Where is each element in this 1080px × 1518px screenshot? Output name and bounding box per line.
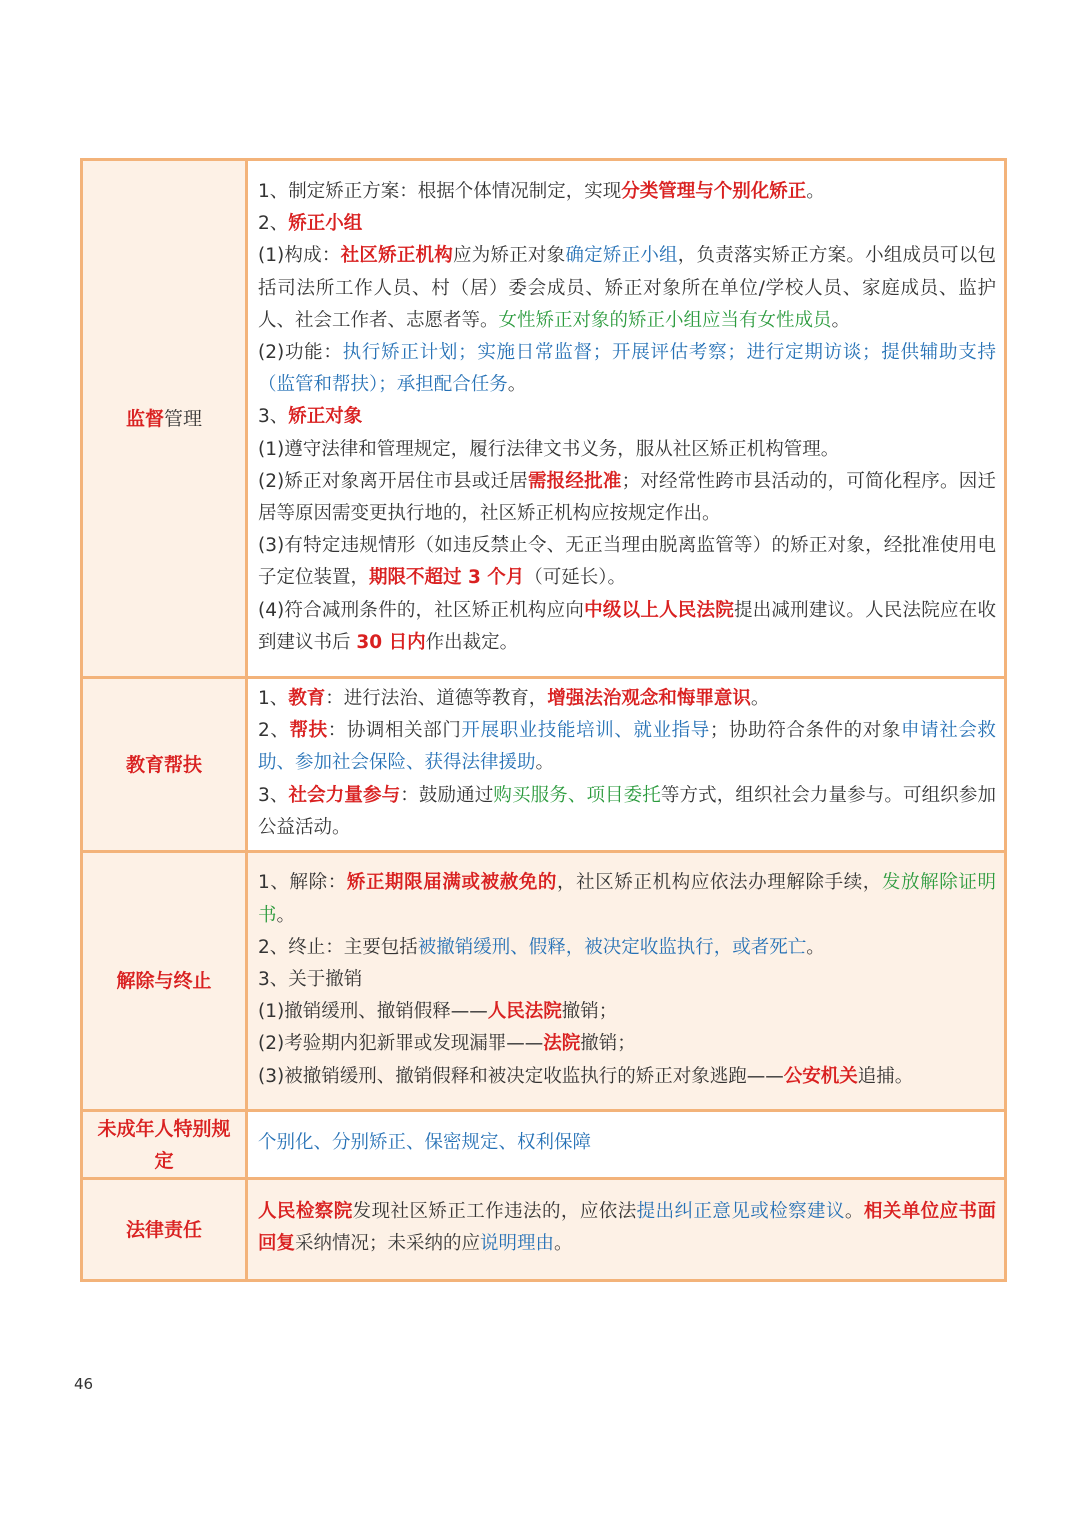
text-segment: (1)构成：: [258, 245, 341, 267]
text-segment: (2)矫正对象离开居住市县或迁居: [258, 470, 528, 492]
text-segment: ：协调相关部门: [327, 720, 462, 742]
text-segment: 。: [806, 936, 825, 958]
content-paragraph: [258, 401, 996, 433]
row-label-text: 解除与终止: [116, 970, 212, 993]
content-paragraph: [258, 176, 996, 208]
text-segment: 1、制定矫正方案：根据个体情况制定，实现: [258, 180, 622, 202]
text-segment: ，负责落实矫正方案。小组成员可以包括司法所工作人员、村（居）委会成员、矫正对象所在单位/学校人员、家庭成员、监护人、社会工作者、志愿者等。: [258, 245, 996, 331]
text-segment: (2)功能：: [258, 341, 343, 363]
row-label-text: 未成年人特别规定: [97, 1117, 231, 1172]
text-segment: 2、终止：主要包括: [258, 936, 418, 958]
text-segment: ：进行法治、道德等教育，: [325, 688, 548, 709]
content-paragraph: [258, 434, 996, 466]
text-segment: 教育: [288, 688, 326, 709]
text-segment: 。: [831, 309, 851, 331]
text-segment: 中级以上人民法院: [584, 599, 734, 621]
text-segment: 确定矫正小组: [565, 245, 678, 267]
text-segment: 社会力量参与: [288, 784, 401, 806]
table-row: [82, 1179, 1006, 1281]
content-paragraph: [258, 240, 996, 337]
text-segment: ；协助符合条件的对象: [709, 720, 901, 742]
text-segment: 期限不超过 3 个月: [369, 567, 525, 589]
content-paragraph: [258, 1196, 996, 1260]
row-content: [247, 678, 1006, 852]
content-paragraph: [258, 683, 996, 715]
text-segment: 矫正小组: [288, 213, 363, 235]
text-segment: ，社区矫正机构应依法办理解除手续，: [557, 872, 882, 894]
content-paragraph: [258, 530, 996, 594]
text-segment: 作出裁定。: [425, 631, 519, 653]
row-content: [247, 160, 1006, 678]
text-segment: 法院: [543, 1033, 581, 1055]
content-paragraph: [258, 1127, 996, 1159]
content-paragraph: [258, 964, 996, 996]
content-paragraph: [258, 208, 996, 240]
content-paragraph: [258, 867, 996, 931]
table-row: [82, 852, 1006, 1111]
text-segment: 1、: [258, 688, 289, 709]
text-segment: 提出纠正意见或检察建议: [636, 1201, 845, 1223]
row-label: [82, 1111, 247, 1179]
row-label: [82, 678, 247, 852]
content-paragraph: [258, 780, 996, 844]
text-segment: (2)考验期内犯新罪或发现漏罪——: [258, 1033, 544, 1055]
text-segment: (1)撤销缓刑、撤销假释——: [258, 1001, 488, 1023]
content-paragraph: [258, 1061, 996, 1093]
text-segment: 提出减刑建议。人民法院应在收到建议书后: [258, 599, 996, 653]
row-label: [82, 1179, 247, 1281]
text-segment: （可延长）。: [524, 567, 627, 589]
text-segment: ；对经常性跨市县活动的，可简化程序。因迁居等原因需变更执行地的，社区矫正机构应按规定作出。: [258, 470, 996, 524]
text-segment: 3、关于撤销: [258, 968, 363, 990]
content-paragraph: [258, 996, 996, 1028]
text-segment: ：鼓励通过: [400, 784, 494, 806]
text-segment: 发现社区矫正工作违法的，应依法: [352, 1201, 637, 1223]
text-segment: 采纳情况；未采纳的应: [295, 1233, 481, 1255]
text-segment: 应为矫正对象: [453, 245, 566, 267]
text-segment: 30 日内: [356, 631, 426, 653]
row-label-text: 监督: [125, 407, 164, 430]
text-segment: 发放解除证明书: [258, 872, 996, 926]
text-segment: 等方式，组织社会力量参与。可组织参加公益活动。: [258, 784, 996, 838]
table-row: [82, 160, 1006, 678]
table-row: [82, 678, 1006, 852]
text-segment: 人民检察院: [258, 1201, 353, 1223]
row-content: [247, 852, 1006, 1111]
text-segment: 。: [276, 904, 296, 926]
text-segment: 执行矫正计划；实施日常监督；开展评估考察；进行定期访谈；提供辅助支持（监管和帮扶）；承担配合任务: [258, 341, 996, 396]
text-segment: (3)被撤销缓刑、撤销假释和被决定收监执行的矫正对象逃跑——: [258, 1065, 784, 1087]
text-segment: 相关单位应书面回复: [258, 1201, 996, 1255]
text-segment: 。: [507, 374, 527, 396]
row-label-text: 管理: [164, 407, 203, 430]
text-segment: 个别化、分别矫正、保密规定、权利保障: [258, 1132, 592, 1154]
text-segment: 撤销；: [561, 1001, 618, 1023]
text-segment: 帮扶: [289, 720, 328, 742]
text-segment: 。: [554, 1233, 573, 1255]
text-segment: 3、: [258, 784, 289, 806]
text-segment: 开展职业技能培训、就业指导: [461, 720, 710, 742]
text-segment: 女性矫正对象的矫正小组应当有女性成员: [498, 309, 832, 331]
row-label-text: 法律责任: [125, 1218, 202, 1241]
text-segment: 人民法院: [487, 1001, 562, 1023]
content-table: [80, 158, 1007, 1282]
text-segment: (4)符合减刑条件的，社区矫正机构应向: [258, 599, 585, 621]
text-segment: 矫正对象: [288, 406, 363, 428]
table-row: [82, 1111, 1006, 1179]
text-segment: 追捕。: [857, 1065, 914, 1087]
content-paragraph: [258, 337, 996, 401]
text-segment: 增强法治观念和悔罪意识: [547, 688, 751, 709]
text-segment: 分类管理与个别化矫正: [621, 180, 807, 202]
text-segment: 矫正期限届满或被赦免的: [346, 872, 558, 894]
text-segment: 2、: [258, 720, 290, 742]
content-paragraph: [258, 466, 996, 530]
text-segment: 需报经批准: [527, 470, 622, 492]
text-segment: 。: [806, 180, 825, 202]
row-label: [82, 160, 247, 678]
text-segment: 1、解除：: [258, 872, 347, 894]
text-segment: 。: [844, 1201, 864, 1223]
content-paragraph: [258, 715, 996, 779]
text-segment: (1)遵守法律和管理规定，履行法律文书义务，服从社区矫正机构管理。: [258, 438, 840, 460]
text-segment: 社区矫正机构: [340, 245, 454, 267]
text-segment: 。: [750, 688, 770, 709]
text-segment: 购买服务、项目委托: [493, 784, 661, 806]
row-content: [247, 1111, 1006, 1179]
row-label: [82, 852, 247, 1111]
content-paragraph: [258, 1028, 996, 1060]
row-label-text: 教育帮扶: [125, 753, 202, 776]
text-segment: 撤销；: [580, 1033, 636, 1055]
row-content: [247, 1179, 1006, 1281]
text-segment: 被撤销缓刑、假释，被决定收监执行，或者死亡: [417, 936, 807, 958]
text-segment: 申请社会救助、参加社会保险、获得法律援助: [258, 720, 996, 774]
text-segment: 2、: [258, 213, 289, 235]
content-paragraph: [258, 595, 996, 659]
text-segment: 3、: [258, 406, 289, 428]
text-segment: 公安机关: [783, 1065, 858, 1087]
text-segment: 说明理由: [480, 1233, 555, 1255]
page-number: 46: [74, 1375, 94, 1393]
text-segment: 。: [535, 752, 555, 774]
content-paragraph: [258, 932, 996, 964]
text-segment: (3)有特定违规情形（如违反禁止令、无正当理由脱离监管等）的矫正对象，经批准使用电子定位装置，: [258, 535, 996, 589]
